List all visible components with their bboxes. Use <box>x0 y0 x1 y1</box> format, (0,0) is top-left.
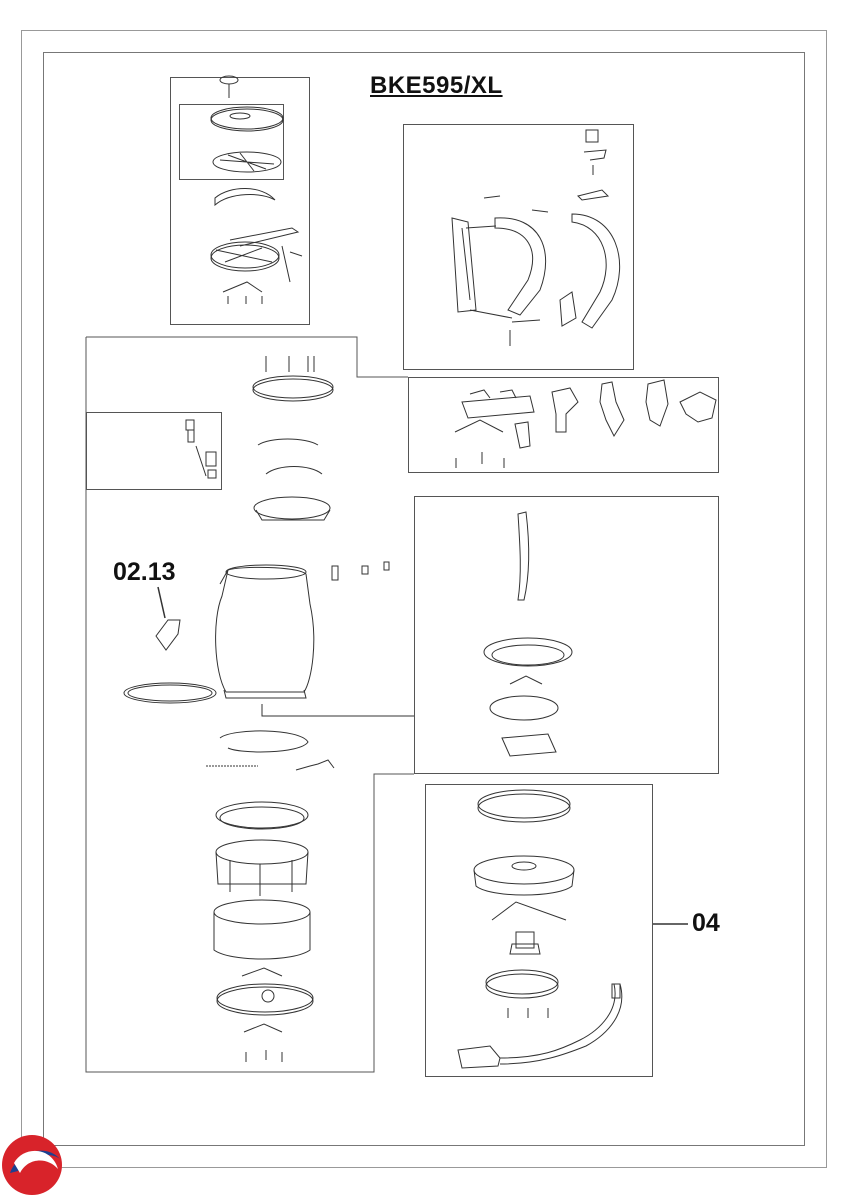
handle-button <box>584 130 606 175</box>
callout-04: 04 <box>692 909 720 937</box>
handle-body <box>495 218 546 315</box>
handle-side-bracket <box>452 218 476 312</box>
power-base-plate <box>486 970 558 998</box>
clamp-wire <box>220 731 308 752</box>
switch-lever-1 <box>552 388 578 432</box>
feet-guide <box>492 902 566 920</box>
lid-knob <box>220 76 238 98</box>
handle-trigger <box>578 190 608 200</box>
lid-seal-strip <box>215 188 275 205</box>
handle-small-parts <box>484 196 548 346</box>
switch-rod <box>515 422 530 448</box>
collar-seal <box>258 439 318 445</box>
power-base-screws <box>508 1008 548 1018</box>
handle-outer-cover <box>572 214 620 328</box>
base-housing <box>216 840 308 896</box>
lid-filter-plate <box>213 152 281 172</box>
spring-clip <box>296 760 334 770</box>
element-gasket <box>502 734 556 756</box>
handle-grip-insert <box>560 292 576 326</box>
element-screws <box>510 676 542 684</box>
body-top-rim <box>254 497 330 520</box>
leader-line <box>158 587 165 618</box>
lid-outer-cover <box>211 107 283 131</box>
lid-screws <box>223 282 262 304</box>
top-collar-ring <box>253 356 333 401</box>
base-outer-shell <box>214 900 310 959</box>
brand-logo <box>2 1135 62 1195</box>
switch-lever-2 <box>600 382 624 436</box>
power-base-housing <box>474 856 574 895</box>
base-screws-guide <box>242 968 282 976</box>
switch-pins <box>455 420 504 468</box>
element-tube <box>518 512 529 600</box>
base-screws <box>246 1050 282 1062</box>
callout-02-13: 02.13 <box>113 558 176 586</box>
kettle-spout-02-13 <box>156 620 180 650</box>
kettle-body <box>216 565 314 698</box>
base-top-ring <box>216 802 308 829</box>
leader-line <box>262 704 414 716</box>
lid-hinge-base <box>211 228 302 282</box>
body-seal-ring <box>124 683 216 703</box>
power-connector <box>510 932 540 954</box>
switch-lever-3 <box>646 380 668 426</box>
switch-lever-4 <box>680 392 716 422</box>
element-ring <box>484 638 572 666</box>
base-bottom-plate <box>217 984 313 1015</box>
model-title: BKE595/XL <box>370 72 503 99</box>
indicator-light-parts <box>186 420 216 478</box>
switch-module <box>462 390 534 418</box>
element-plate <box>490 696 558 720</box>
main-body-outline <box>86 337 408 377</box>
water-window-parts <box>332 562 389 580</box>
collar-gasket <box>266 467 322 475</box>
power-base-top-ring <box>478 790 570 822</box>
